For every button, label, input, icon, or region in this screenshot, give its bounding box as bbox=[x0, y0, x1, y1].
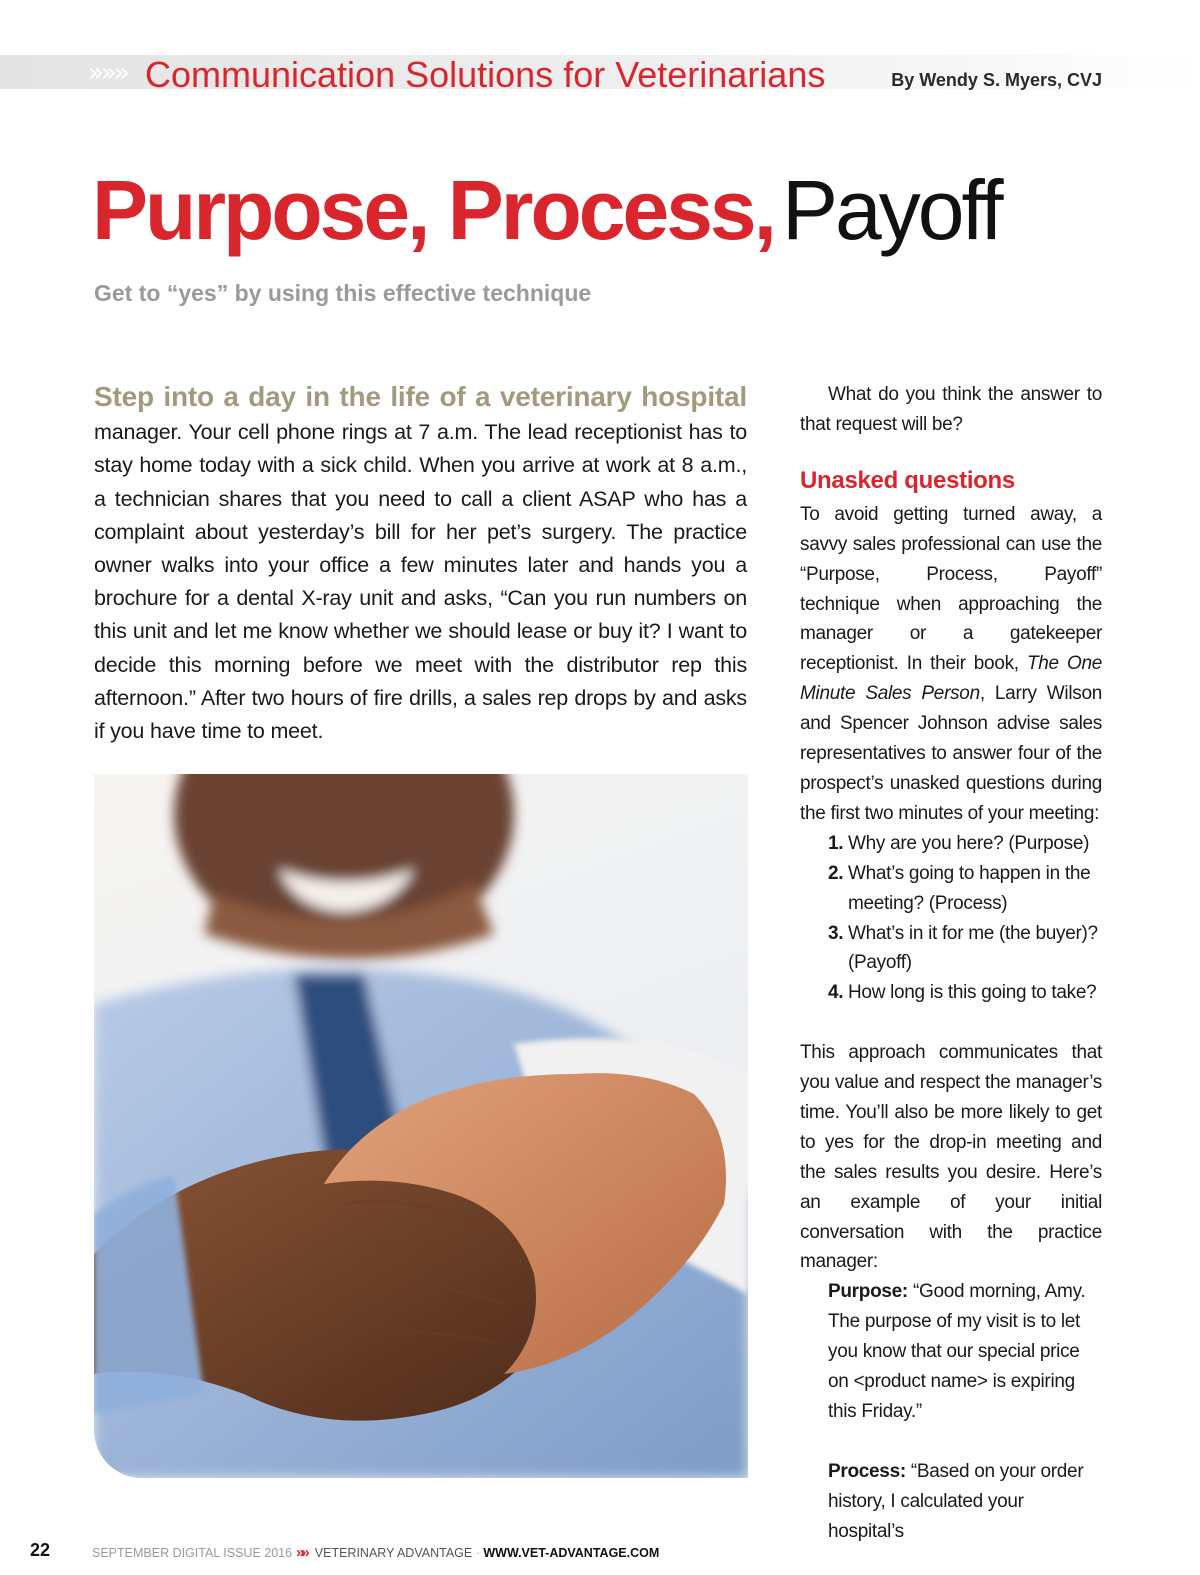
footer-separator: · bbox=[475, 1546, 480, 1560]
handshake-illustration bbox=[94, 774, 748, 1478]
list-number: 2. bbox=[828, 862, 844, 884]
list-number: 1. bbox=[828, 832, 844, 854]
list-number: 3. bbox=[828, 922, 844, 944]
headline-red-part: Purpose, Process, bbox=[92, 163, 774, 257]
dialog-process bbox=[800, 1457, 1102, 1547]
headline bbox=[92, 160, 1001, 260]
intro-paragraph: What do you think the answer to that request will be? bbox=[800, 384, 1102, 435]
list-text: What’s in it for me (the buyer)? (Payoff) bbox=[848, 922, 1098, 974]
list-text: Why are you here? (Purpose) bbox=[848, 832, 1090, 854]
footer-issue: SEPTEMBER DIGITAL ISSUE 2016 bbox=[92, 1546, 293, 1560]
list-text: What’s going to happen in the meeting? (Process) bbox=[848, 862, 1091, 914]
footer-line bbox=[92, 1544, 659, 1561]
spacer bbox=[800, 1427, 1102, 1457]
list-item bbox=[828, 919, 1102, 979]
byline: By Wendy S. Myers, CVJ bbox=[891, 70, 1102, 90]
page-number: 22 bbox=[30, 1540, 51, 1560]
headline-black-part: Payoff bbox=[782, 163, 1001, 257]
page-footer bbox=[0, 1540, 1200, 1566]
paragraph-technique bbox=[800, 500, 1102, 829]
book-title: The One Minute Sales Person bbox=[800, 653, 1102, 705]
dialog-label: Process: bbox=[828, 1460, 906, 1482]
list-item bbox=[828, 978, 1102, 1008]
paragraph-technique-end: , Larry Wilson and Spencer Johnson advise sales representatives to answer four of the prospect’s unasked questions during the first two minutes of your meeting: bbox=[800, 683, 1102, 824]
right-column bbox=[800, 380, 1102, 1547]
dialog-text: “Based on your order history, I calculated your hospital’s bbox=[828, 1460, 1084, 1542]
left-column bbox=[94, 380, 747, 748]
dialog-purpose bbox=[800, 1277, 1102, 1427]
unasked-questions-list bbox=[800, 829, 1102, 1008]
deck-subtitle: Get to “yes” by using this effective technique bbox=[94, 280, 592, 306]
footer-publication: VETERINARY ADVANTAGE bbox=[314, 1546, 473, 1560]
dialog-label: Purpose: bbox=[828, 1281, 908, 1303]
handshake-photo bbox=[94, 774, 748, 1478]
spacer bbox=[800, 1008, 1102, 1038]
list-item bbox=[828, 829, 1102, 859]
lead-in: Step into a day in the life of a veterinary hospital bbox=[94, 381, 747, 412]
left-body-text: manager. Your cell phone rings at 7 a.m. The lead receptionist has to stay home today with a sick child. When you arrive at work at 8 a.m., a technician shares that you need to call a client ASAP who has a complaint about yesterday’s bill for her pet’s surgery. The practice owner walks into your office a few minutes later and hands you a brochure for a dental X-ray unit and asks, “Can you run numbers on this unit and let me know whether we should lease or buy it? I want to decide this morning before we meet with the distributor rep this afternoon.” After two hours of fire drills, a sales rep drops by and asks if you have time to meet. bbox=[94, 420, 747, 744]
chevron-right-icon: »» bbox=[296, 1544, 307, 1561]
subheading-unasked-questions: Unasked questions bbox=[800, 466, 1015, 494]
list-text: How long is this going to take? bbox=[848, 982, 1097, 1004]
list-item bbox=[828, 859, 1102, 919]
list-number: 4. bbox=[828, 982, 844, 1004]
dialog-text: “Good morning, Amy. The purpose of my visit is to let you know that our special price on <product name> is expiring this Friday.” bbox=[828, 1281, 1086, 1422]
paragraph-technique-start: To avoid getting turned away, a savvy sales professional can use the “Purpose, Process, Payoff” technique when approaching the manager or a gatekeeper receptionist. In their book, bbox=[800, 503, 1102, 675]
footer-url: WWW.VET-ADVANTAGE.COM bbox=[483, 1546, 660, 1560]
section-title: Communication Solutions for Veterinarians bbox=[145, 54, 826, 95]
chevron-right-icon: »»» bbox=[88, 58, 127, 88]
paragraph-approach: This approach communicates that you value and respect the manager’s time. You’ll also be more likely to get to yes for the drop-in meeting and the sales results you desire. Here’s an example of your initial conversation with the practice manager: bbox=[800, 1042, 1102, 1273]
